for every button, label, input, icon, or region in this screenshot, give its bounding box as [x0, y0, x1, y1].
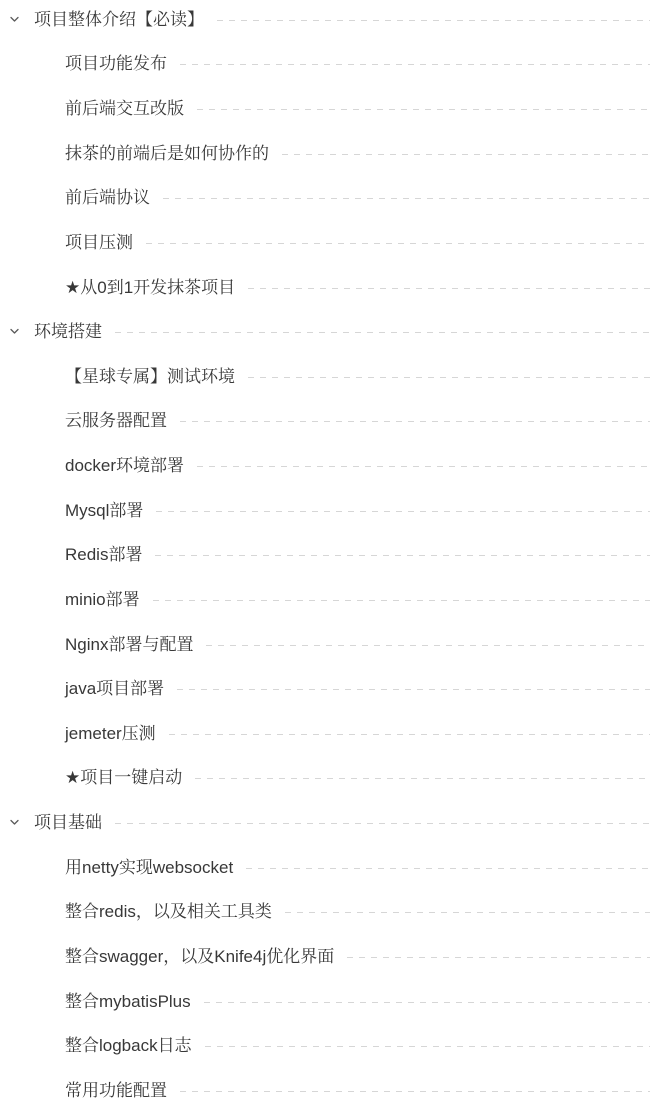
leader-line	[177, 689, 650, 690]
chevron-down-icon[interactable]	[8, 816, 21, 829]
tree-item-row[interactable]	[0, 265, 650, 310]
tree-item-row[interactable]	[0, 220, 650, 265]
item-label: Nginx部署与配置	[65, 634, 194, 654]
item-label: docker环境部署	[65, 456, 185, 476]
section-label: 环境搭建	[34, 322, 102, 342]
leader-line	[197, 109, 650, 110]
tree-item-row[interactable]	[0, 176, 650, 221]
leader-line	[155, 555, 650, 556]
tree-section-row[interactable]	[0, 0, 650, 42]
item-label: 抹茶的前端后是如何协作的	[65, 143, 269, 163]
leader-line	[115, 823, 650, 824]
tree-item-row[interactable]	[0, 399, 650, 444]
item-label: 项目功能发布	[65, 54, 167, 74]
tree-section-row[interactable]	[0, 309, 650, 354]
leader-line	[204, 1002, 650, 1003]
leader-line	[246, 868, 650, 869]
tree-item-row[interactable]	[0, 756, 650, 801]
item-label: 项目压测	[65, 232, 133, 252]
tree-item-row[interactable]	[0, 979, 650, 1024]
item-label: Redis部署	[65, 545, 143, 565]
tree-item-row[interactable]	[0, 533, 650, 578]
leader-line	[115, 332, 650, 333]
tree-item-row[interactable]	[0, 711, 650, 756]
item-label: ★项目一键启动	[65, 768, 183, 788]
item-label: Mysql部署	[65, 500, 144, 520]
item-label: 前后端交互改版	[65, 99, 184, 119]
tree-item-row[interactable]	[0, 488, 650, 533]
tree-item-row[interactable]	[0, 890, 650, 935]
item-label: 整合mybatisPlus	[65, 991, 191, 1011]
tree-item-row[interactable]	[0, 666, 650, 711]
tree-item-row[interactable]	[0, 1068, 650, 1113]
item-label: 整合logback日志	[65, 1036, 192, 1056]
tree-section-row[interactable]	[0, 800, 650, 845]
leader-line	[217, 20, 650, 21]
leader-line	[153, 600, 650, 601]
item-label: jemeter压测	[65, 723, 156, 743]
item-label: java项目部署	[65, 679, 165, 699]
leader-line	[248, 377, 650, 378]
tree-item-row[interactable]	[0, 443, 650, 488]
item-label: 整合swagger，以及Knife4j优化界面	[65, 946, 335, 966]
leader-line	[180, 1091, 650, 1092]
leader-line	[180, 64, 650, 65]
leader-line	[156, 511, 650, 512]
leader-line	[282, 154, 650, 155]
tree-item-row[interactable]	[0, 131, 650, 176]
tree-item-row[interactable]	[0, 1023, 650, 1068]
leader-line	[180, 421, 650, 422]
section-label: 项目整体介绍【必读】	[34, 9, 204, 29]
item-label: ★从0到1开发抹茶项目	[65, 277, 236, 297]
item-label: 前后端协议	[65, 188, 150, 208]
leader-line	[206, 645, 650, 646]
item-label: 云服务器配置	[65, 411, 167, 431]
item-label: 整合redis，以及相关工具类	[65, 902, 272, 922]
leader-line	[146, 243, 650, 244]
tree-item-row[interactable]	[0, 934, 650, 979]
item-label: 用netty实现websocket	[65, 857, 234, 877]
leader-line	[347, 957, 650, 958]
tree-item-row[interactable]	[0, 86, 650, 131]
tree-item-row[interactable]	[0, 577, 650, 622]
tree-item-row[interactable]	[0, 622, 650, 667]
leader-line	[248, 288, 650, 289]
chevron-down-icon[interactable]	[8, 325, 21, 338]
item-label: minio部署	[65, 589, 140, 609]
leader-line	[205, 1046, 650, 1047]
leader-line	[197, 466, 650, 467]
item-label: 【星球专属】测试环境	[65, 366, 235, 386]
leader-line	[285, 912, 650, 913]
leader-line	[169, 734, 650, 735]
tree-item-row[interactable]	[0, 42, 650, 87]
leader-line	[163, 198, 650, 199]
item-label: 常用功能配置	[65, 1080, 167, 1100]
chevron-down-icon[interactable]	[8, 13, 21, 26]
tree-item-row[interactable]	[0, 354, 650, 399]
tree-item-row[interactable]	[0, 845, 650, 890]
leader-line	[195, 778, 650, 779]
section-label: 项目基础	[34, 813, 102, 833]
